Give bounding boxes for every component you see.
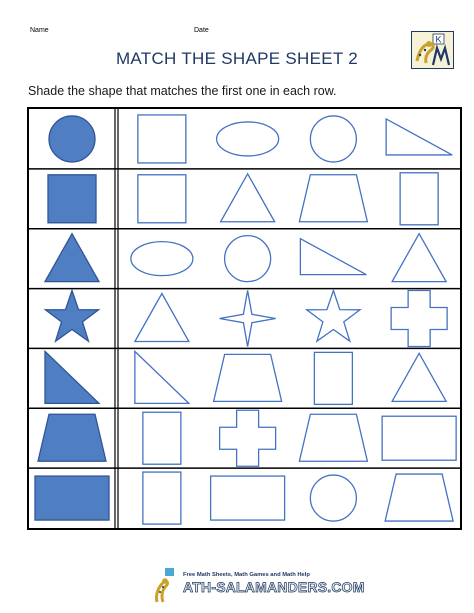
option-star-5-shape[interactable] (307, 291, 360, 342)
shape-row (48, 173, 438, 225)
option-triangle-shape[interactable] (392, 353, 446, 401)
footer-tagline: Free Math Sheets, Math Games and Math Help (183, 572, 310, 578)
option-square-shape[interactable] (138, 175, 186, 223)
shape-row (45, 234, 446, 282)
shape-row (49, 115, 452, 163)
shape-grid-canvas (29, 109, 460, 528)
option-right-triangle-flat-shape[interactable] (300, 239, 366, 275)
target-right-triangle-shape (45, 351, 99, 403)
option-rectangle-tall-shape[interactable] (314, 352, 352, 404)
name-label: Name (30, 27, 49, 34)
target-star-5-shape (45, 291, 98, 342)
option-star-4-shape[interactable] (220, 291, 276, 347)
option-circle-shape[interactable] (310, 116, 356, 162)
option-cross-shape[interactable] (391, 291, 447, 347)
option-trapezoid-shape[interactable] (385, 474, 453, 521)
shape-row (35, 472, 453, 524)
option-triangle-shape[interactable] (392, 234, 446, 282)
option-rectangle-tall-shape[interactable] (143, 412, 181, 464)
footer-brand: ATH-SALAMANDERS.COM (183, 579, 365, 595)
option-ellipse-shape[interactable] (217, 122, 279, 156)
target-trapezoid-shape (38, 414, 106, 461)
salamander-mascot-icon (153, 568, 175, 604)
instructions-text: Shade the shape that matches the first one in each row. (28, 84, 337, 98)
option-ellipse-shape[interactable] (131, 242, 193, 276)
option-rectangle-wide-shape[interactable] (382, 416, 456, 460)
option-rectangle-tall-shape[interactable] (400, 173, 438, 225)
option-square-shape[interactable] (138, 115, 186, 163)
option-rectangle-tall-shape[interactable] (143, 472, 181, 524)
shape-row (45, 291, 447, 347)
date-label: Date (194, 27, 209, 34)
logo-letter: K (435, 34, 442, 45)
target-rectangle-wide-shape (35, 476, 109, 520)
target-square-shape (48, 175, 96, 223)
shape-row (45, 351, 446, 404)
option-trapezoid-shape[interactable] (299, 414, 367, 461)
option-circle-shape[interactable] (225, 236, 271, 282)
page-title: MATCH THE SHAPE SHEET 2 (115, 49, 359, 68)
option-trapezoid-shape[interactable] (214, 354, 282, 401)
target-circle-shape (49, 116, 95, 162)
option-triangle-shape[interactable] (135, 294, 189, 342)
shape-row (38, 410, 456, 466)
option-right-triangle-shape[interactable] (135, 351, 189, 403)
option-cross-shape[interactable] (220, 410, 276, 466)
target-triangle-shape (45, 234, 99, 282)
shape-match-grid (27, 107, 462, 530)
option-right-triangle-flat-shape[interactable] (386, 119, 452, 155)
option-circle-shape[interactable] (310, 475, 356, 521)
option-triangle-shape[interactable] (221, 174, 275, 222)
option-trapezoid-shape[interactable] (299, 175, 367, 222)
option-rectangle-wide-shape[interactable] (211, 476, 285, 520)
